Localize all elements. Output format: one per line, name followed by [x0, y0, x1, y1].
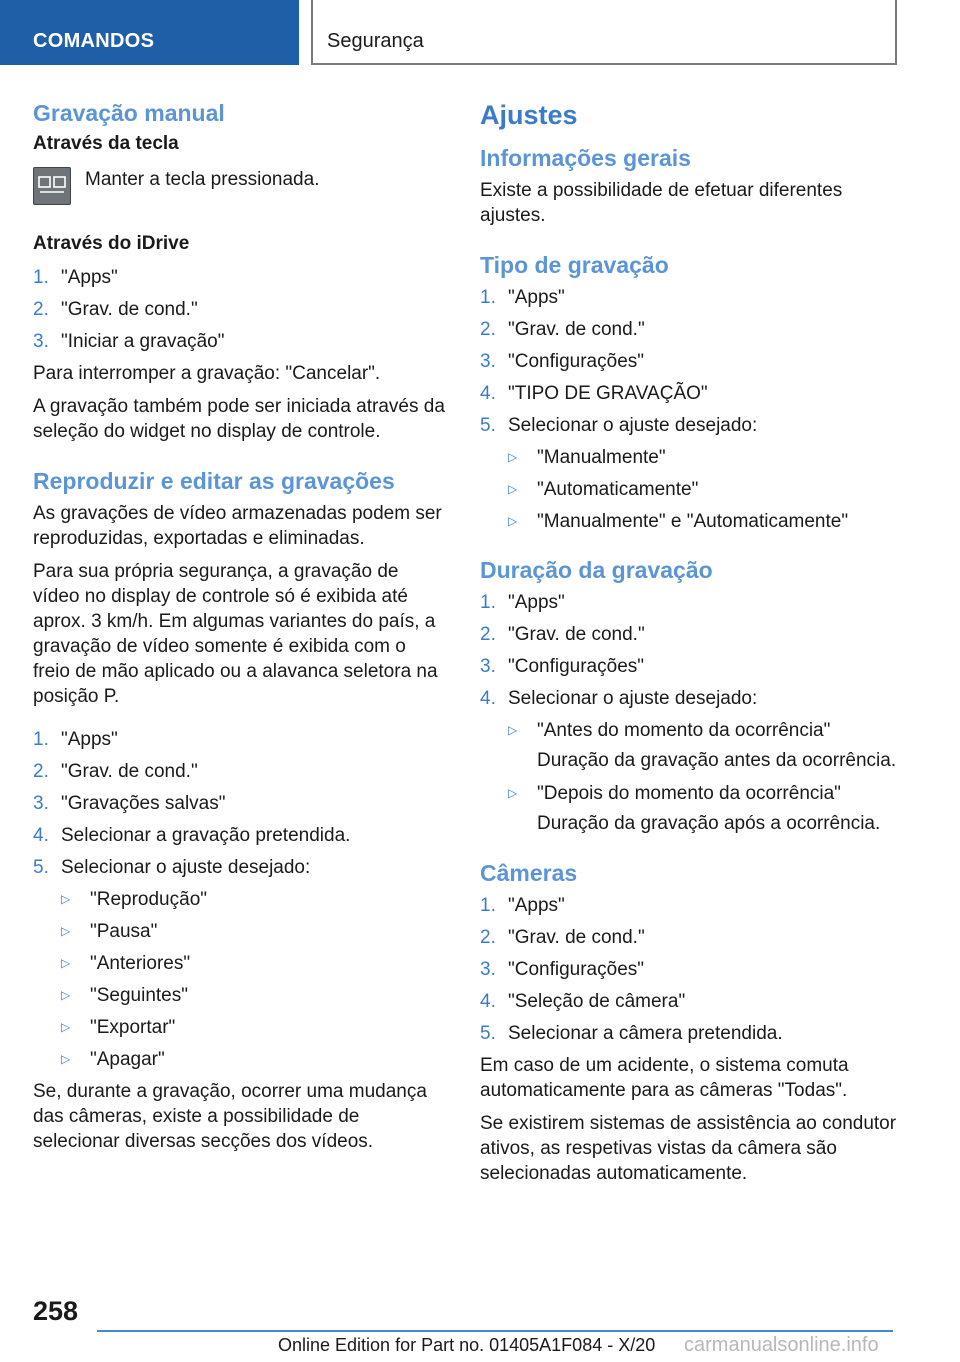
option-item [61, 919, 448, 944]
option-item [61, 1015, 448, 1040]
option-text: "Manualmente" e "Automaticamente" [537, 511, 849, 532]
right-column [480, 100, 900, 1194]
step-text: "Configurações" [508, 656, 645, 677]
bullet-triangle-icon: ▷ [61, 1052, 71, 1066]
bullet-triangle-icon: ▷ [61, 956, 71, 970]
step-item [480, 349, 900, 374]
footer-rule [97, 1330, 893, 1332]
step-item [480, 1021, 900, 1046]
step-item [33, 855, 448, 880]
header-topic-label: Segurança [327, 30, 424, 52]
step-number: 2. [480, 319, 496, 340]
bullet-triangle-icon: ▷ [508, 450, 518, 464]
step-text: "Grav. de cond." [508, 319, 645, 340]
step-number: 5. [480, 1023, 496, 1044]
option-text: "Anteriores" [90, 953, 191, 974]
settings-heading: Ajustes [480, 100, 578, 130]
via-key-subheading: Através da tecla [33, 133, 179, 154]
left-column [33, 100, 448, 1162]
bullet-triangle-icon: ▷ [61, 924, 71, 938]
play-intro-text: As gravações de vídeo armazenadas podem ser reproduzidas, exportadas e eliminadas. [33, 503, 442, 549]
step-text: Selecionar o ajuste desejado: [61, 857, 311, 878]
step-text: "Grav. de cond." [508, 927, 645, 948]
idrive-steps-list [33, 265, 448, 354]
step-text: Selecionar a gravação pretendida. [61, 825, 351, 846]
step-item [480, 989, 900, 1014]
step-number: 3. [480, 656, 496, 677]
option-item [61, 1047, 448, 1072]
duration-after-option: ▷ "Depois do momento da ocorrência" [508, 783, 841, 804]
step-item [480, 381, 900, 406]
bullet-triangle-icon: ▷ [508, 723, 518, 737]
step-number: 3. [33, 331, 49, 352]
step-text: "Iniciar a gravação" [61, 331, 225, 352]
page-number: 258 [33, 1296, 79, 1326]
option-text: "Seguintes" [90, 985, 188, 1006]
option-item [508, 509, 900, 534]
stop-recording-text: Para interromper a gravação: "Cancelar". [33, 363, 381, 384]
step-item [33, 791, 448, 816]
option-text: "Pausa" [90, 921, 158, 942]
play-steps-list [33, 727, 448, 880]
duration-before-desc: Duração da gravação antes da ocorrência. [537, 750, 897, 771]
step-number: 4. [480, 688, 496, 709]
step-number: 5. [480, 415, 496, 436]
option-text: "Exportar" [90, 1017, 176, 1038]
key-instruction-text: Manter a tecla pressionada. [85, 169, 320, 190]
play-edit-heading: Reproduzir e editar as gravações [33, 468, 395, 494]
step-text: "Grav. de cond." [61, 299, 198, 320]
step-item [33, 329, 448, 354]
step-number: 1. [480, 287, 496, 308]
step-item [33, 759, 448, 784]
step-text: "Grav. de cond." [61, 761, 198, 782]
assist-text: Se existirem sistemas de assistência ao condutor ativos, as respetivas vistas da câmera são selecionadas automaticamente. [480, 1113, 897, 1184]
step-item [480, 285, 900, 310]
step-text: "Gravações salvas" [61, 793, 226, 814]
step-text: "TIPO DE GRAVAÇÃO" [508, 383, 708, 404]
bullet-triangle-icon: ▷ [61, 1020, 71, 1034]
step-number: 3. [480, 351, 496, 372]
header-section-label: COMANDOS [33, 30, 155, 52]
step-text: "Apps" [61, 267, 118, 288]
header-topic-box [311, 0, 897, 65]
step-number: 4. [480, 383, 496, 404]
dashcam-key-icon [33, 167, 71, 205]
accident-text: Em caso de um acidente, o sistema comuta automaticamente para as câmeras "Todas". [480, 1055, 849, 1101]
step-text: "Configurações" [508, 351, 645, 372]
option-text: "Manualmente" [537, 447, 666, 468]
step-item [480, 413, 900, 438]
option-text: "Apagar" [90, 1049, 165, 1070]
option-item [61, 983, 448, 1008]
step-number: 4. [480, 991, 496, 1012]
step-number: 2. [33, 761, 49, 782]
step-text: "Apps" [61, 729, 118, 750]
step-number: 4. [33, 825, 49, 846]
duration-steps-list [480, 590, 900, 711]
step-number: 1. [480, 592, 496, 613]
step-text: "Apps" [508, 287, 565, 308]
safety-text: Para sua própria segurança, a gravação de vídeo no display de controle só é exibida até aprox. 3 km/h. Em algumas variantes do país, a gravação de vídeo somente é exibida com o freio de mão aplicado ou a alavanca seletora na posição P. [33, 561, 438, 707]
step-item [33, 297, 448, 322]
camera-change-text: Se, durante a gravação, ocorrer uma mudança das câmeras, existe a possibilidade de selecionar diversas secções dos vídeos. [33, 1081, 427, 1152]
step-number: 2. [33, 299, 49, 320]
type-options-list [480, 445, 900, 534]
step-number: 1. [33, 729, 49, 750]
step-item [480, 590, 900, 615]
option-item [61, 951, 448, 976]
widget-text: A gravação também pode ser iniciada através da seleção do widget no display de controle. [33, 396, 445, 442]
step-item [33, 727, 448, 752]
via-idrive-subheading: Através do iDrive [33, 233, 190, 254]
type-steps-list [480, 285, 900, 438]
step-text: "Apps" [508, 895, 565, 916]
option-item [61, 887, 448, 912]
step-item [480, 925, 900, 950]
step-number: 3. [33, 793, 49, 814]
step-text: Selecionar a câmera pretendida. [508, 1023, 783, 1044]
option-item [508, 445, 900, 470]
step-number: 3. [480, 959, 496, 980]
step-item [480, 893, 900, 918]
bullet-triangle-icon: ▷ [61, 988, 71, 1002]
manual-recording-heading: Gravação manual [33, 100, 225, 126]
step-item [33, 823, 448, 848]
camera-steps-list [480, 893, 900, 1046]
option-text: "Automaticamente" [537, 479, 699, 500]
step-item [480, 622, 900, 647]
step-text: "Apps" [508, 592, 565, 613]
duration-after-desc: Duração da gravação após a ocorrência. [537, 813, 881, 834]
option-item [508, 477, 900, 502]
recording-type-heading: Tipo de gravação [480, 252, 669, 278]
option-text: "Reprodução" [90, 889, 208, 910]
step-number: 5. [33, 857, 49, 878]
step-text: Selecionar o ajuste desejado: [508, 415, 758, 436]
bullet-triangle-icon: ▷ [508, 514, 518, 528]
bullet-triangle-icon: ▷ [508, 482, 518, 496]
footer-edition: Online Edition for Part no. 01405A1F084 - X/20 [278, 1335, 656, 1355]
watermark: carmanualsonline.info [684, 1334, 879, 1356]
step-item [480, 686, 900, 711]
step-number: 1. [33, 267, 49, 288]
step-number: 2. [480, 624, 496, 645]
bullet-triangle-icon: ▷ [508, 786, 518, 800]
step-text: "Grav. de cond." [508, 624, 645, 645]
step-number: 2. [480, 927, 496, 948]
step-item [480, 957, 900, 982]
key-instruction-row [33, 165, 448, 205]
play-options-list [33, 887, 448, 1072]
step-item [480, 654, 900, 679]
general-info-heading: Informações gerais [480, 145, 691, 171]
header-section-tab [0, 0, 299, 65]
bullet-triangle-icon: ▷ [61, 892, 71, 906]
step-number: 1. [480, 895, 496, 916]
general-info-text: Existe a possibilidade de efetuar diferentes ajustes. [480, 180, 843, 226]
step-text: "Seleção de câmera" [508, 991, 686, 1012]
step-item [480, 317, 900, 342]
recording-duration-heading: Duração da gravação [480, 557, 713, 583]
duration-before-option: ▷ "Antes do momento da ocorrência" [508, 720, 831, 741]
step-item [33, 265, 448, 290]
cameras-heading: Câmeras [480, 860, 578, 886]
step-text: "Configurações" [508, 959, 645, 980]
step-text: Selecionar o ajuste desejado: [508, 688, 758, 709]
